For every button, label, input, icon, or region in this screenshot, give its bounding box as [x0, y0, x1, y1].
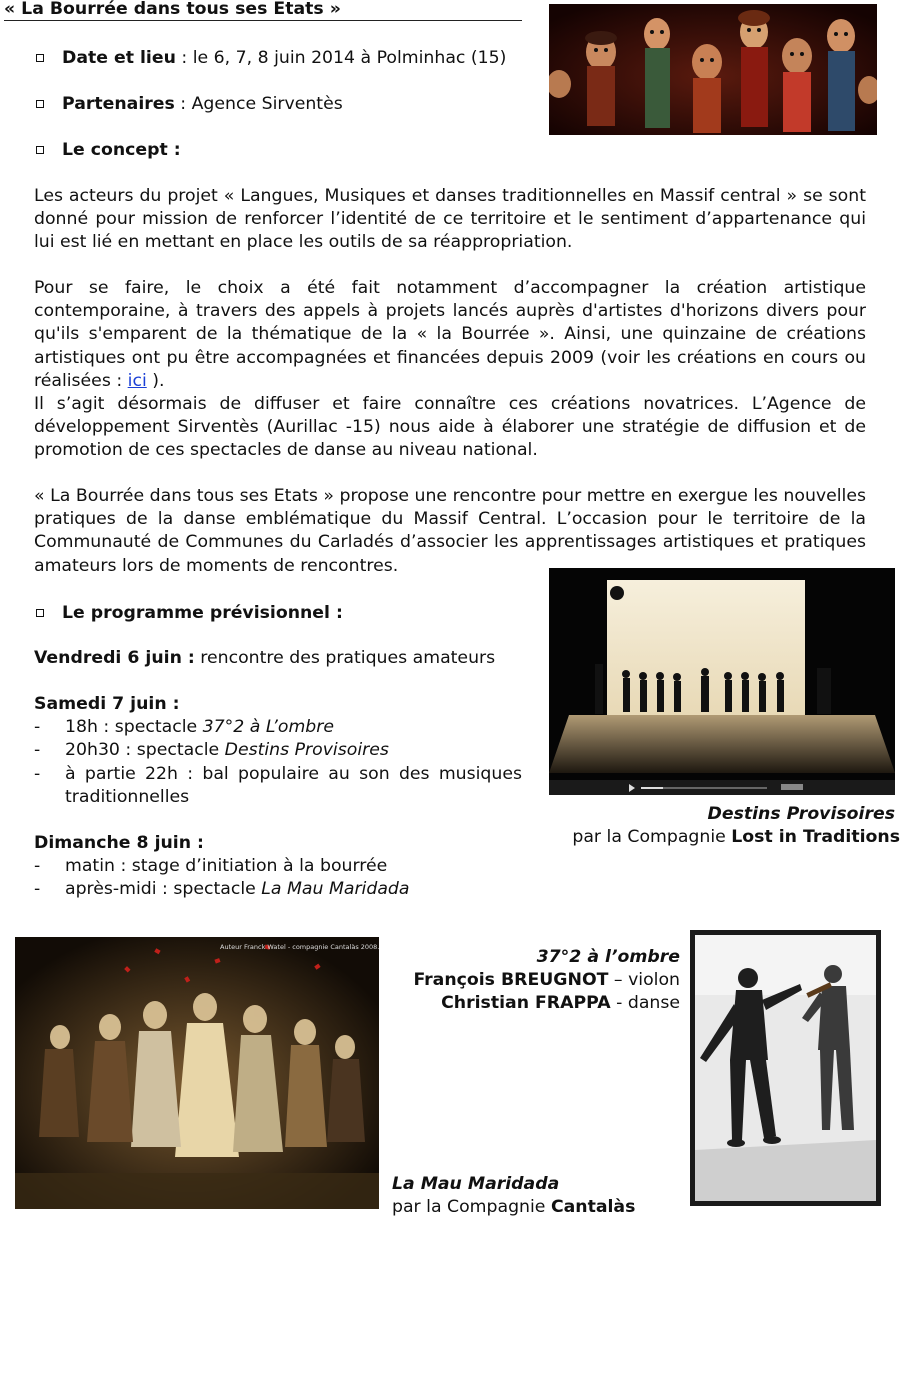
ombre-caption-title: 37°2 à l’ombre — [536, 947, 680, 967]
item-show-title: Destins Provisoires — [224, 740, 389, 761]
date-label: Date et lieu — [62, 48, 176, 68]
ombre-photo — [690, 930, 881, 1206]
dancer-violinist-image — [690, 930, 881, 1206]
paragraph-1-text: Les acteurs du projet « Langues, Musiques et danses traditionnelles en Massif central » se sont donné pour mission de renforcer l’identité de ce territoire et le sentiment d’appartenance qui lui est lié en mettant en place les outils de sa réappropriation. — [34, 186, 866, 253]
checkbox-bullet-icon — [36, 54, 44, 62]
artist-1-name: François BREUGNOT — [413, 970, 609, 990]
friday-day: Vendredi 6 juin : — [34, 648, 195, 668]
programme-friday — [34, 647, 522, 670]
destins-by-text: par la Compagnie — [572, 827, 732, 847]
saturday-item — [34, 716, 522, 739]
destins-company: Lost in Traditions — [731, 827, 900, 847]
destins-caption — [552, 803, 900, 849]
checkbox-bullet-icon — [36, 100, 44, 108]
item-prefix: à partie 22h : bal populaire au son des musiques traditionnelles — [65, 763, 522, 807]
paragraph-2 — [34, 277, 866, 393]
sunday-item — [34, 855, 522, 878]
dash-bullet: - — [34, 740, 41, 761]
sunday-item — [34, 878, 522, 901]
paragraph-2-text — [34, 277, 866, 393]
dash-bullet: - — [34, 879, 41, 900]
dash-bullet: - — [34, 717, 41, 738]
page-title: « La Bourrée dans tous ses Etats » — [4, 0, 522, 21]
programme-heading: Le programme prévisionnel : — [62, 603, 343, 623]
ombre-caption — [380, 946, 680, 1015]
checkbox-bullet-icon — [36, 609, 44, 617]
artist-1-role: – violon — [608, 970, 680, 990]
partners-label: Partenaires — [62, 94, 175, 114]
ici-link[interactable]: ici — [127, 370, 147, 391]
mau-caption-by — [392, 1196, 692, 1219]
paragraph-4-text: « La Bourrée dans tous ses Etats » propose une rencontre pour mettre en exergue les nouvelles pratiques de la danse emblématique du Massif Central. L’occasion pour le territoire de la Communauté de Communes du Carladés d’associer les apprentissages artistiques et pratiques amateurs lors de moments de rencontres. — [34, 486, 866, 576]
photo-credit: Auteur Franck Watel - compagnie Cantalàs 2008. — [220, 943, 379, 951]
sunday-day: Dimanche 8 juin : — [34, 833, 204, 853]
programme-sunday — [34, 832, 522, 902]
stage-image — [549, 568, 895, 795]
ombre-artist-2 — [380, 992, 680, 1015]
item-prefix: après-midi : spectacle — [65, 879, 262, 900]
dash-bullet: - — [34, 856, 41, 877]
puppets-image — [549, 4, 877, 135]
programme-saturday — [34, 693, 522, 809]
paragraph-4 — [34, 485, 866, 578]
friday-text: rencontre des pratiques amateurs — [194, 648, 496, 668]
date-value: le 6, 7, 8 juin 2014 à Polminhac (15) — [192, 48, 507, 68]
artist-2-name: Christian FRAPPA — [441, 993, 611, 1013]
partners-value: Agence Sirventès — [191, 94, 343, 114]
mau-caption-title: La Mau Maridada — [392, 1174, 560, 1194]
checkbox-bullet-icon — [36, 146, 44, 154]
destins-caption-by — [552, 826, 900, 849]
saturday-item — [34, 739, 522, 762]
paragraph-3 — [34, 393, 866, 463]
concept-label: Le concept : — [62, 140, 181, 160]
saturday-day: Samedi 7 juin : — [34, 694, 180, 714]
puppets-photo — [549, 4, 877, 135]
paragraph-2-after: ). — [146, 370, 165, 391]
date-location-row — [36, 46, 536, 70]
destins-photo — [549, 568, 895, 795]
item-show-title: 37°2 à L’ombre — [202, 717, 334, 738]
saturday-item — [34, 763, 522, 809]
date-sep: : — [175, 48, 193, 68]
item-prefix: matin : stage d’initiation à la bourrée — [65, 856, 388, 877]
paragraph-1 — [34, 185, 866, 255]
concept-row — [36, 138, 536, 162]
destins-caption-title: Destins Provisoires — [707, 804, 895, 824]
ombre-artist-1 — [380, 969, 680, 992]
item-prefix: 18h : spectacle — [65, 717, 203, 738]
mau-company: Cantalàs — [550, 1197, 636, 1217]
programme-heading-row — [36, 601, 536, 625]
troupe-image — [15, 937, 379, 1209]
partners-sep: : — [174, 94, 192, 114]
partners-row — [36, 92, 536, 116]
artist-2-role: - danse — [610, 993, 680, 1013]
item-prefix: 20h30 : spectacle — [65, 740, 225, 761]
mau-by-text: par la Compagnie — [392, 1197, 551, 1217]
mau-maridada-photo — [15, 937, 379, 1209]
dash-bullet: - — [34, 763, 41, 784]
paragraph-2-before: Pour se faire, le choix a été fait notamment d’accompagner la création artistique contemporaine, à travers des appels à projets lancés auprès d'artistes d'horizons divers pour qu'ils s'emparent de la thématique de la « la Bourrée ». Ainsi, une quinzaine de créations artistiques ont pu être accompagnées et financées depuis 2009 (voir les créations en cours ou réalisées : — [34, 278, 866, 391]
item-show-title: La Mau Maridada — [261, 879, 410, 900]
mau-caption — [392, 1173, 692, 1219]
paragraph-3-text: Il s’agit désormais de diffuser et faire connaître ces créations novatrices. L’Agence de développement Sirventès (Aurillac -15) nous aide à élaborer une stratégie de diffusion et de promotion de ces spectacles de danse au niveau national. — [34, 394, 866, 461]
